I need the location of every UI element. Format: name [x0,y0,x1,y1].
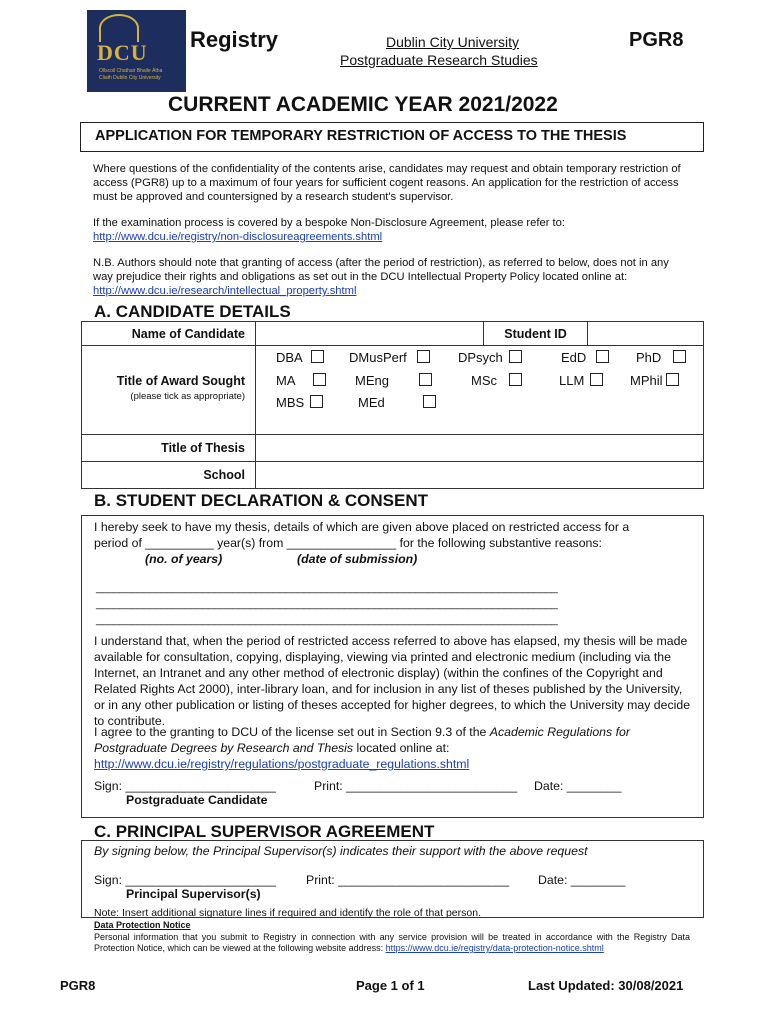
regulations-title: Academic Regulations for Postgraduate Degrees by Research and Thesis [94,725,630,755]
footer-page: Page 1 of 1 [356,978,425,993]
thesis-field[interactable] [256,435,704,462]
footer-form-code: PGR8 [60,978,96,993]
intro-paragraph-1: Where questions of the confidentiality of the contents arise, candidates may request and obtain temporary restriction of access (PGR8) up to a maximum of four years for sufficient cogent reasons. An application for the restriction of access must be approved and countersigned by a research student's supervisor. [93,163,681,203]
candidate-print[interactable]: Print: _________________________ [314,779,518,793]
license-suffix: located online at: [356,741,450,755]
intro-paragraph-2 [93,216,683,244]
award-meng: MEng [355,373,389,388]
candidate-signer-label: Postgraduate Candidate [126,793,268,807]
award-ma: MA [276,373,296,388]
supervisor-statement: By signing below, the Principal Supervisor(s) indicates their support with the above request [94,844,588,858]
award-mphil: MPhil [630,373,663,388]
dcu-logo [87,10,186,92]
reason-line-3[interactable]: ______________________________________________________________________________ [96,614,558,626]
award-med: MEd [358,395,385,410]
university-name: Dublin City University [386,34,520,50]
checkbox-med[interactable] [423,395,436,408]
hint-years: (no. of years) [145,552,223,566]
footer-updated: Last Updated: 30/08/2021 [528,978,684,993]
checkbox-ma[interactable] [313,373,326,386]
license-prefix: I agree to the granting to DCU of the license set out in Section 9.3 of the [94,725,487,739]
student-id-field[interactable] [588,322,704,346]
checkbox-meng[interactable] [419,373,432,386]
logo-arc-icon [99,14,139,42]
ip-text: N.B. Authors should note that granting of access (after the period of restriction), as referred to below, does not in any way prejudice their rights and obligations as set out in the DCU Intellectual Property Policy located online at: [93,257,669,283]
office-name: Postgraduate Research Studies [340,52,538,68]
regulations-link[interactable]: http://www.dcu.ie/registry/regulations/postgraduate_regulations.shtml [94,757,470,771]
school-field[interactable] [256,462,704,489]
supervisor-sign[interactable]: Sign: ______________________ [94,873,276,887]
application-title: APPLICATION FOR TEMPORARY RESTRICTION OF ACCESS TO THE THESIS [80,122,704,152]
award-dpsych: DPsych [458,350,503,365]
data-protection-heading: Data Protection Notice [94,920,191,930]
checkbox-mphil[interactable] [666,373,679,386]
school-label: School [82,462,256,489]
section-c-heading: C. PRINCIPAL SUPERVISOR AGREEMENT [94,822,435,841]
award-edd: EdD [561,350,587,365]
ip-link[interactable]: http://www.dcu.ie/research/intellectual_property.shtml [93,285,357,297]
logo-subtitle: Ollscoil Chathair Bhaile Átha Cliath Dublin City University [99,68,163,81]
intro-paragraph-3 [93,256,683,298]
award-llm: LLM [559,373,585,388]
checkbox-phd[interactable] [673,350,686,363]
award-dba: DBA [276,350,303,365]
page-title: CURRENT ACADEMIC YEAR 2021/2022 [168,93,558,116]
registry-heading: Registry [190,27,279,52]
license-paragraph [94,724,692,772]
checkbox-dba[interactable] [311,350,324,363]
name-field[interactable] [256,322,484,346]
name-label: Name of Candidate [82,322,256,346]
thesis-label: Title of Thesis [82,435,256,462]
form-code: PGR8 [629,29,684,51]
checkbox-llm[interactable] [590,373,603,386]
candidate-date[interactable]: Date: ________ [534,779,622,793]
logo-text: DCU [97,40,148,65]
award-mbs: MBS [276,395,305,410]
supervisor-print[interactable]: Print: _________________________ [306,873,510,887]
award-options [256,346,704,435]
data-protection-text [94,932,690,954]
declaration-line-2[interactable]: period of __________ year(s) from ________________ for the following substantive reasons: [94,536,602,550]
supervisor-date[interactable]: Date: ________ [538,873,626,887]
student-id-label: Student ID [484,322,588,346]
hint-date: (date of submission) [297,552,418,566]
data-protection-link[interactable]: https://www.dcu.ie/registry/data-protection-notice.shtml [385,943,604,953]
section-a-heading: A. CANDIDATE DETAILS [94,302,291,321]
data-protection-body: Personal information that you submit to Registry in connection with any service provision will be treated in accordance with the Registry Data Protection Notice, which can be viewed at the following website address: [94,932,690,953]
award-dmusperf: DMusPerf [349,350,407,365]
nda-link[interactable]: http://www.dcu.ie/registry/non-disclosureagreements.shtml [93,231,383,243]
checkbox-dpsych[interactable] [509,350,522,363]
checkbox-mbs[interactable] [310,395,323,408]
award-hint: (please tick as appropriate) [130,391,245,402]
reason-line-2[interactable]: ______________________________________________________________________________ [96,598,558,610]
reason-line-1[interactable]: ______________________________________________________________________________ [96,582,558,594]
declaration-line-1: I hereby seek to have my thesis, details of which are given above placed on restricted access for a [94,520,630,534]
candidate-sign[interactable]: Sign: ______________________ [94,779,276,793]
award-phd: PhD [636,350,662,365]
supervisor-signer-label: Principal Supervisor(s) [126,887,261,901]
candidate-table [81,321,704,489]
award-msc: MSc [471,373,497,388]
understand-paragraph: I understand that, when the period of restricted access referred to above has elapsed, my thesis will be made available for consultation, copying, displaying, viewing via printed and electronic medium (including via the Internet, an Intranet and any other method of electronic display) (within the confines of the Copyright and Related Rights Act 2000), inter-library loan, and for inclusion in any list of theses published by the University, or in any other publication or listing of theses accepted for higher degrees, to which the University may decide to contribute. [94,634,691,728]
award-label-cell [82,346,256,435]
checkbox-dmusperf[interactable] [417,350,430,363]
award-label: Title of Award Sought [116,374,245,388]
nda-text: If the examination process is covered by a bespoke Non-Disclosure Agreement, please refer to: [93,217,565,229]
supervisor-box [81,840,704,918]
declaration-box [81,515,704,818]
supervisor-note: Note: Insert additional signature lines if required and identify the role of that person. [94,907,481,919]
checkbox-msc[interactable] [509,373,522,386]
checkbox-edd[interactable] [596,350,609,363]
section-b-heading: B. STUDENT DECLARATION & CONSENT [94,491,429,510]
